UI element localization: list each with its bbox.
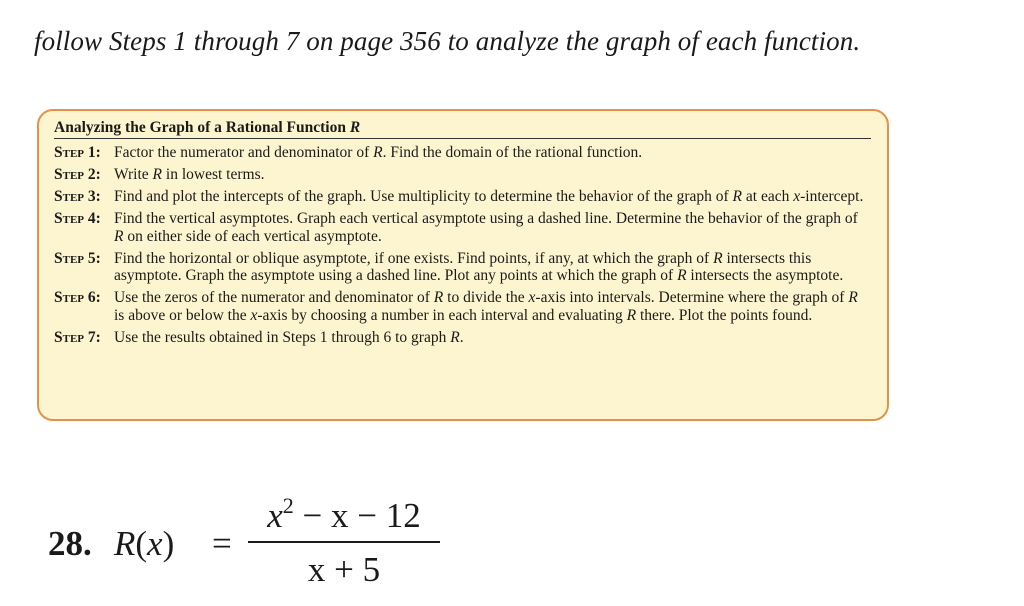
box-title: Analyzing the Graph of a Rational Function R: [54, 119, 871, 139]
step-text: Write R in lowest terms.: [114, 166, 265, 183]
step-label: Step 3:: [54, 188, 101, 205]
step-3: [54, 188, 871, 206]
equals-sign: =: [212, 524, 232, 563]
function-variable: x: [147, 524, 163, 563]
step-label: Step 2:: [54, 166, 101, 183]
step-5: [54, 250, 871, 285]
step-2: [54, 166, 871, 184]
step-6: [54, 289, 871, 324]
problem-number: 28.: [48, 524, 92, 563]
steps-list: [54, 144, 871, 346]
step-text: Find and plot the intercepts of the graph. Use multiplicity to determine the behavior of the graph of R at each x-intercept.: [114, 188, 864, 205]
step-4: [54, 210, 871, 245]
fraction-denominator: x + 5: [307, 550, 381, 589]
step-7: [54, 329, 871, 347]
function-lhs: R(x): [114, 524, 175, 563]
step-1: [54, 144, 871, 162]
function-name: R: [114, 524, 136, 563]
step-label: Step 6:: [54, 289, 101, 306]
instruction-text: follow Steps 1 through 7 on page 356 to analyze the graph of each function.: [34, 26, 861, 56]
step-text: Use the results obtained in Steps 1 through 6 to graph R.: [114, 328, 464, 346]
step-text: Find the horizontal or oblique asymptote, if one exists. Find points, if any, at which the graph of R intersects this asymptote. Graph the asymptote using a dashed line. Plot any points at which the graph of R intersects the asymptote.: [114, 249, 844, 284]
rational-function-steps-box: [37, 109, 889, 421]
step-label: Step 1:: [54, 144, 101, 161]
step-label: Step 4:: [54, 210, 101, 227]
step-text: Factor the numerator and denominator of R. Find the domain of the rational function.: [114, 144, 643, 161]
numerator-exponent: 2: [282, 493, 294, 518]
step-label: Step 7:: [54, 328, 101, 346]
numerator-term1: x: [267, 496, 283, 535]
step-text: Use the zeros of the numerator and denominator of R to divide the x-axis into intervals. Determine where the graph of R is above or below the x-axis by choosing a number in each interval and evaluating R there. Plot the points found.: [114, 289, 858, 324]
fraction-numerator: [248, 493, 440, 536]
fraction-bar: [248, 541, 440, 543]
step-label: Step 5:: [54, 249, 101, 267]
step-text: Find the vertical asymptotes. Graph each vertical asymptote using a dashed line. Determine the behavior of the graph of R on either side of each vertical asymptote.: [114, 210, 858, 245]
numerator-rest: − x − 12: [302, 496, 421, 535]
problem-28: [48, 493, 468, 596]
